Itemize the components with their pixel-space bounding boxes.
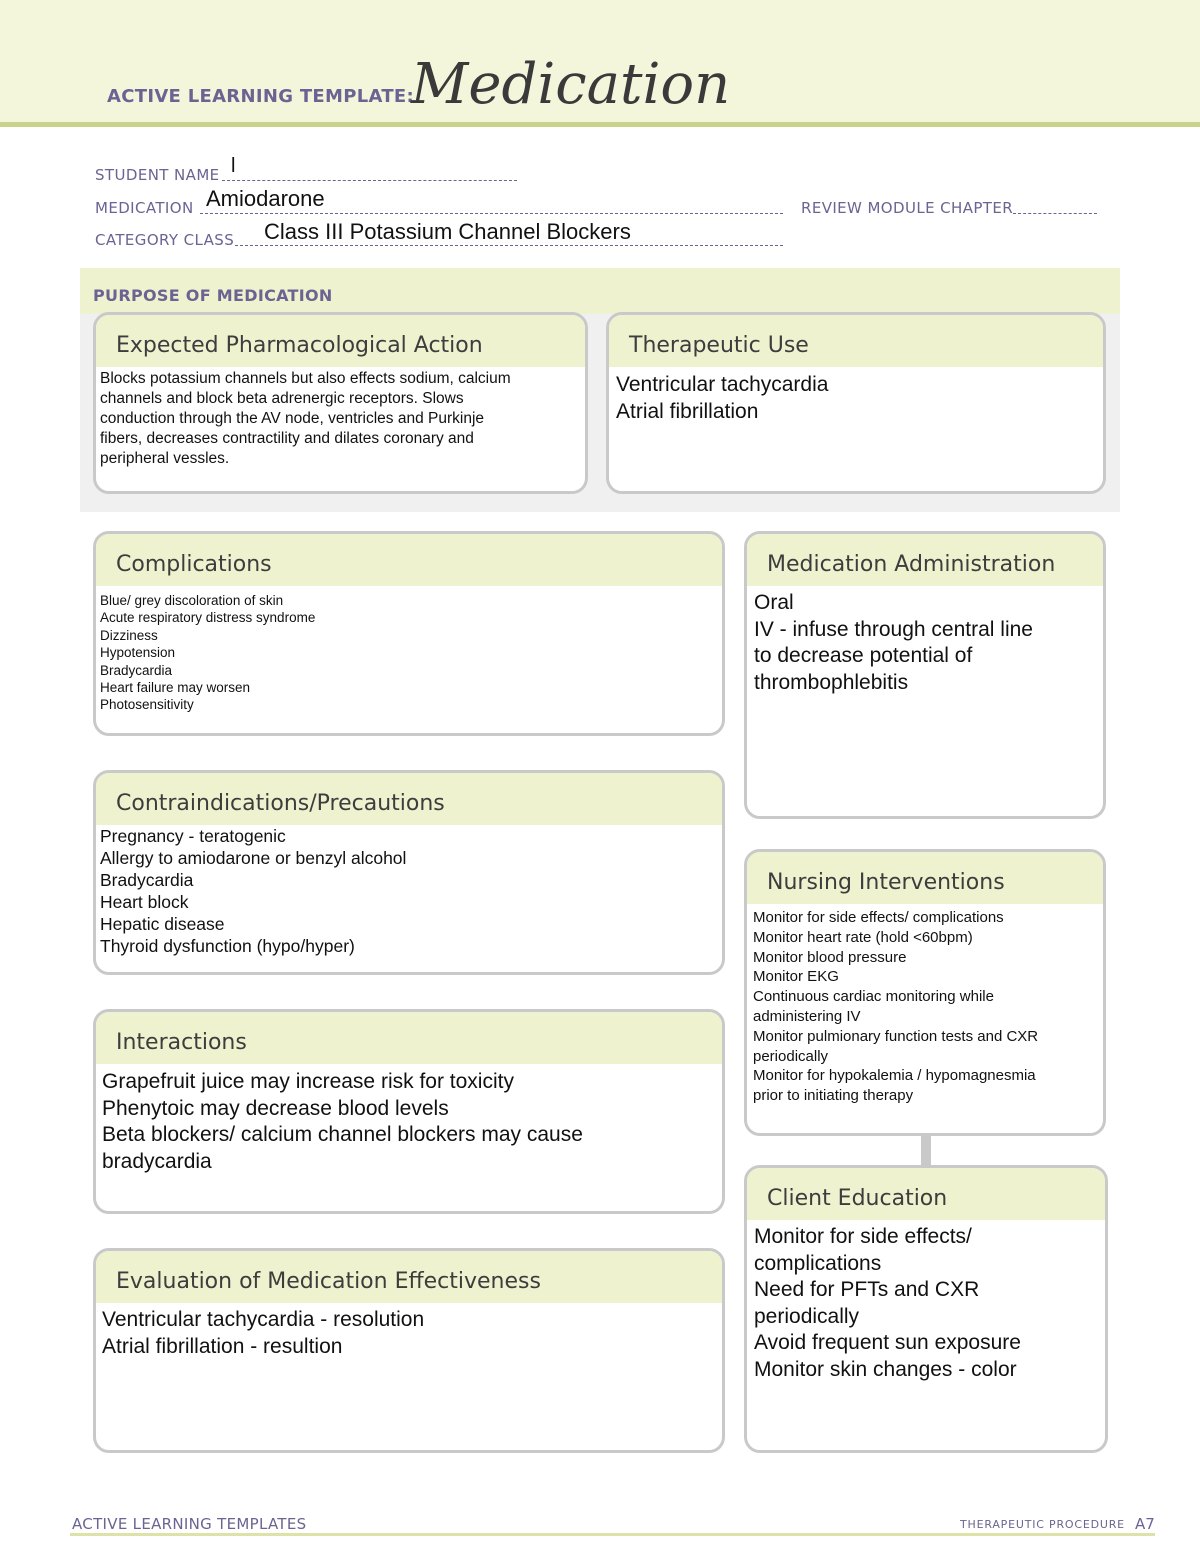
header-divider bbox=[0, 122, 1200, 127]
text-line: Thyroid dysfunction (hypo/hyper) bbox=[100, 936, 355, 956]
text-line: Beta blockers/ calcium channel blockers may cause bbox=[102, 1123, 583, 1146]
medication-field[interactable]: Amiodarone bbox=[206, 186, 325, 211]
text-line: conduction through the AV node, ventricles and Purkinje bbox=[100, 410, 485, 427]
text-line: Atrial fibrillation bbox=[616, 400, 759, 423]
text-line: Heart failure may worsen bbox=[100, 680, 251, 696]
section-connector bbox=[921, 1134, 931, 1166]
therapeutic-use-title: Therapeutic Use bbox=[609, 315, 1103, 367]
text-line: to decrease potential of bbox=[754, 644, 973, 667]
text-line: Allergy to amiodarone or benzyl alcohol bbox=[100, 848, 407, 868]
category-class-field[interactable]: Class III Potassium Channel Blockers bbox=[264, 219, 631, 244]
text-line: thrombophlebitis bbox=[754, 670, 909, 694]
interactions-text[interactable] bbox=[96, 1064, 722, 1175]
text-line: Photosensitivity bbox=[100, 697, 194, 713]
medication-administration-text[interactable] bbox=[747, 586, 1103, 696]
nursing-interventions-text[interactable] bbox=[747, 904, 1103, 1106]
footer-divider bbox=[70, 1533, 1155, 1536]
text-line: Monitor for side effects/ bbox=[754, 1225, 972, 1248]
text-line: peripheral vessles. bbox=[100, 450, 230, 467]
evaluation-title: Evaluation of Medication Effectiveness bbox=[96, 1251, 722, 1303]
evaluation-box bbox=[93, 1248, 725, 1453]
text-line: Grapefruit juice may increase risk for toxicity bbox=[102, 1070, 514, 1093]
medication-label: MEDICATION bbox=[95, 199, 194, 217]
medication-administration-title: Medication Administration bbox=[747, 534, 1103, 586]
text-line: Monitor pulmionary function tests and CXR bbox=[753, 1027, 1039, 1045]
student-name-line bbox=[222, 180, 517, 181]
text-line: Atrial fibrillation - resultion bbox=[102, 1334, 343, 1358]
interactions-box bbox=[93, 1009, 725, 1214]
footer-right-label: THERAPEUTIC PROCEDURE bbox=[960, 1518, 1125, 1531]
client-education-text[interactable] bbox=[747, 1220, 1105, 1383]
text-line: Oral bbox=[754, 591, 794, 614]
text-line: Acute respiratory distress syndrome bbox=[100, 610, 316, 626]
client-education-box bbox=[744, 1165, 1108, 1453]
text-line: Blue/ grey discoloration of skin bbox=[100, 593, 284, 608]
text-line: fibers, decreases contractility and dilates coronary and bbox=[100, 430, 474, 447]
text-line: Monitor EKG bbox=[753, 968, 839, 986]
text-line: periodically bbox=[754, 1304, 860, 1328]
complications-box bbox=[93, 531, 725, 736]
text-line: Monitor for side effects/ complications bbox=[753, 909, 1004, 926]
text-line: Monitor skin changes - color bbox=[754, 1357, 1017, 1381]
category-class-label: CATEGORY CLASS bbox=[95, 231, 235, 249]
contraindications-title: Contraindications/Precautions bbox=[96, 773, 722, 825]
text-line: Pregnancy - teratogenic bbox=[100, 826, 286, 846]
expected-action-text[interactable] bbox=[96, 367, 585, 469]
page-title: Medication bbox=[411, 52, 731, 117]
text-line: Need for PFTs and CXR bbox=[754, 1278, 980, 1301]
evaluation-text[interactable] bbox=[96, 1303, 722, 1360]
review-module-label: REVIEW MODULE CHAPTER bbox=[801, 199, 1014, 217]
text-line: Bradycardia bbox=[100, 870, 194, 890]
text-line: Monitor heart rate (hold <60bpm) bbox=[753, 928, 973, 946]
text-line: Monitor blood pressure bbox=[753, 948, 907, 966]
text-line: Ventricular tachycardia bbox=[616, 373, 829, 396]
contraindications-box bbox=[93, 770, 725, 975]
medication-line bbox=[200, 213, 783, 214]
nursing-interventions-box bbox=[744, 849, 1106, 1136]
student-name-field[interactable]: l bbox=[231, 155, 236, 177]
text-line: Avoid frequent sun exposure bbox=[754, 1331, 1021, 1354]
page-number: A7 bbox=[1135, 1515, 1155, 1533]
text-line: channels and block beta adrenergic receptors. Slows bbox=[100, 390, 464, 407]
complications-title: Complications bbox=[96, 534, 722, 586]
interactions-title: Interactions bbox=[96, 1012, 722, 1064]
contraindications-text[interactable] bbox=[96, 825, 722, 957]
expected-action-box bbox=[93, 312, 588, 494]
text-line: Bradycardia bbox=[100, 662, 173, 678]
student-name-label: STUDENT NAME bbox=[95, 166, 220, 184]
text-line: administering IV bbox=[753, 1007, 861, 1025]
expected-action-title: Expected Pharmacological Action bbox=[96, 315, 585, 367]
text-line: bradycardia bbox=[102, 1149, 212, 1173]
text-line: Ventricular tachycardia - resolution bbox=[102, 1308, 425, 1331]
text-line: Heart block bbox=[100, 892, 189, 912]
complications-text[interactable] bbox=[96, 586, 722, 714]
category-class-line bbox=[235, 245, 783, 246]
text-line: Dizziness bbox=[100, 627, 158, 643]
text-line: prior to initiating therapy bbox=[753, 1087, 914, 1105]
client-education-title: Client Education bbox=[747, 1168, 1105, 1220]
text-line: Monitor for hypokalemia / hypomagnesmia bbox=[753, 1067, 1036, 1085]
text-line: Blocks potassium channels but also effects sodium, calcium bbox=[100, 370, 511, 387]
review-module-field[interactable] bbox=[1013, 213, 1097, 214]
medication-administration-box bbox=[744, 531, 1106, 819]
nursing-interventions-title: Nursing Interventions bbox=[747, 852, 1103, 904]
text-line: complications bbox=[754, 1251, 882, 1275]
text-line: periodically bbox=[753, 1047, 829, 1065]
therapeutic-use-box bbox=[606, 312, 1106, 494]
text-line: Hypotension bbox=[100, 645, 176, 661]
therapeutic-use-text[interactable] bbox=[609, 367, 1103, 425]
footer-left-label: ACTIVE LEARNING TEMPLATES bbox=[72, 1515, 307, 1533]
text-line: Hepatic disease bbox=[100, 914, 225, 934]
purpose-label: PURPOSE OF MEDICATION bbox=[93, 286, 333, 305]
text-line: IV - infuse through central line bbox=[754, 617, 1033, 641]
text-line: Phenytoic may decrease blood levels bbox=[102, 1096, 449, 1120]
template-label: ACTIVE LEARNING TEMPLATE: bbox=[107, 86, 414, 107]
text-line: Continuous cardiac monitoring while bbox=[753, 988, 994, 1006]
